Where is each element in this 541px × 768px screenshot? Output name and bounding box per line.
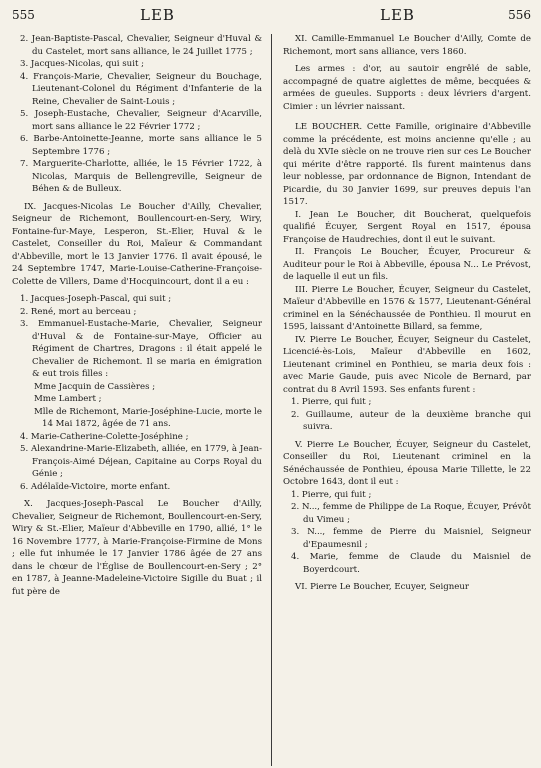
generation-entry: XI. Camille-Emmanuel Le Boucher d'Ailly, Comte de Richemont, mort sans alliance, vers 1860. [283,34,531,57]
right-column [283,33,531,594]
list-item: 7. Marguerite-Charlotte, alliée, le 15 Février 1722, à Nicolas, Marquis de Bellengreville, Seigneur de Béhen & de Bulleux. [20,159,262,194]
generation-entry: IV. Pierre Le Boucher, Écuyer, Seigneur du Castelet, Licencié-ès-Lois, Maïeur d'Abbeville en 1602, Lieutenant criminel en Ponthieu, se maria deux fois : avec Marie Gaude, puis avec Nicole de Bernard, par contrat du 8 Avril 1593. Ses enfants furent : [283,334,531,395]
left-column [12,33,262,598]
list-item: 2. Guillaume, auteur de la deuxième branche qui suivra. [291,409,531,432]
page-number-left: 555 [12,8,35,22]
list-item: 1. Pierre, qui fuit ; [291,489,372,500]
family-intro: LE BOUCHER. Cette Famille, originaire d'Abbeville comme la précédente, est moins ancienne qu'elle ; au delà du XVIe siècle on ne trouve rien sur ces Le Boucher qui mérite d'être rapporté. Ils furent maintenus dans leur noblesse, par ordonnance de Bignon, Intendant de Picardie, du 30 Janvier 1699, sur preuves depuis l'an 1517. [283,122,531,207]
page-number-right: 556 [508,8,531,22]
list-item: 4. François-Marie, Chevalier, Seigneur du Bouchage, Lieutenant-Colonel du Régiment d'Infanterie de la Reine, Chevalier de Saint-Louis ; [20,71,262,107]
generation-entry: II. François Le Boucher, Écuyer, Procureur & Auditeur pour le Roi à Abbeville, épousa N... Le Prévost, de laquelle il eut un fils. [283,247,531,282]
list-item: 5. Joseph-Eustache, Chevalier, Seigneur d'Acarville, mort sans alliance le 22 Février 1772 ; [20,109,262,132]
sub-item: Mme Jacquin de Cassières ; [34,381,156,392]
list-item: 1. Pierre, qui fuit ; [291,397,372,407]
column-divider [271,34,272,766]
list-item: 4. Marie, femme de Claude du Maisniel de Boyerdcourt. [291,552,531,575]
sub-item: Mlle de Richemont, Marie-Joséphine-Lucie, morte le 14 Mai 1872, âgée de 71 ans. [34,406,262,429]
generation-entry: X. Jacques-Joseph-Pascal Le Boucher d'Ailly, Chevalier, Seigneur de Richemont, Boullencourt-en-Sery, Wiry & St.-Elier, Maïeur d'Abbeville en 1790, allié, 1° le 16 Novembre 1777, à Marie-Françoise-Firmine de Mons ; elle fut inhumée le 17 Janvier 1786 âgée de 27 ans dans le chœur de l'Église de Boullencourt-en-Sery ; 2° en 1787, à Jeanne-Madeleine-Victoire Sigille du Buat ; il fut père de [12,499,262,597]
generation-entry: I. Jean Le Boucher, dit Boucherat, quelquefois qualifié Écuyer, Sergent Royal en 1517, épousa Françoise de Haudrechies, dont il eut le suivant. [283,209,531,245]
list-item: 3. Emmanuel-Eustache-Marie, Chevalier, Seigneur d'Huval & de Fontaine-sur-Maye, Officier au Régiment de Chartres, Dragons : il était appelé le Chevalier de Richemont. Il se maria en émigration & eut trois filles : [20,319,262,379]
generation-entry: III. Pierre Le Boucher, Écuyer, Seigneur du Castelet, Maïeur d'Abbeville en 1576 & 1577, Lieutenant-Général criminel en la Sénéchaussée de Ponthieu. Il mourut en 1595, laissant d'Antoinette Billard, sa femme, [283,284,531,332]
list-item: 2. René, mort au berceau ; [20,306,137,317]
list-item: 2. N..., femme de Philippe de La Roque, Écuyer, Prévôt du Vimeu ; [291,502,531,525]
generation-entry: VI. Pierre Le Boucher, Ecuyer, Seigneur [295,582,469,592]
arms-description: Les armes : d'or, au sautoir engrêlé de sable, accompagné de quatre aiglettes de même, becquées & armées de gueules. Supports : deux lévriers d'argent. Cimier : un lévrier naissant. [283,64,531,112]
list-item: 6. Adélaïde-Victoire, morte enfant. [20,481,171,492]
generation-entry: IX. Jacques-Nicolas Le Boucher d'Ailly, Chevalier, Seigneur de Richemont, Boullencourt-en-Sery, Wiry, Fontaine-fur-Maye, Lesperon, St.-Elier, Huval & le Castelet, Conseiller du Roi, Maïeur & Commandant d'Abbeville, mort le 13 Janvier 1776. Il avait épousé, le 24 Septembre 1747, Marie-Louise-Catherine-Françoise-Colette de Villers, Dame d'Hocquincourt, dont il a eu : [12,201,262,287]
list-item: 3. N..., femme de Pierre du Maisniel, Seigneur d'Epaumesnil ; [291,527,531,550]
list-item: 5. Alexandrine-Marie-Elizabeth, alliée, en 1779, à Jean-François-Aimé Déjean, Capitaine au Corps Royal du Génie ; [20,444,262,479]
list-item: 1. Jacques-Joseph-Pascal, qui suit ; [20,294,172,304]
list-item: 6. Barbe-Antoinette-Jeanne, morte sans alliance le 5 Septembre 1776 ; [20,134,262,157]
generation-entry: V. Pierre Le Boucher, Écuyer, Seigneur du Castelet, Conseiller du Roi, Lieutenant criminel en la Sénéchaussée de Ponthieu, épousa Marie Tillette, le 22 Octobre 1643, dont il eut : [283,439,531,487]
list-item: 2. Jean-Baptiste-Pascal, Chevalier, Seigneur d'Huval & du Castelet, mort sans alliance, le 24 Juillet 1775 ; [20,34,262,57]
list-item: 4. Marie-Catherine-Colette-Joséphine ; [20,431,189,442]
running-head-right: LEB [380,6,415,24]
list-item: 3. Jacques-Nicolas, qui suit ; [20,59,145,69]
sub-item: Mme Lambert ; [34,394,102,404]
running-head-left: LEB [140,6,175,24]
